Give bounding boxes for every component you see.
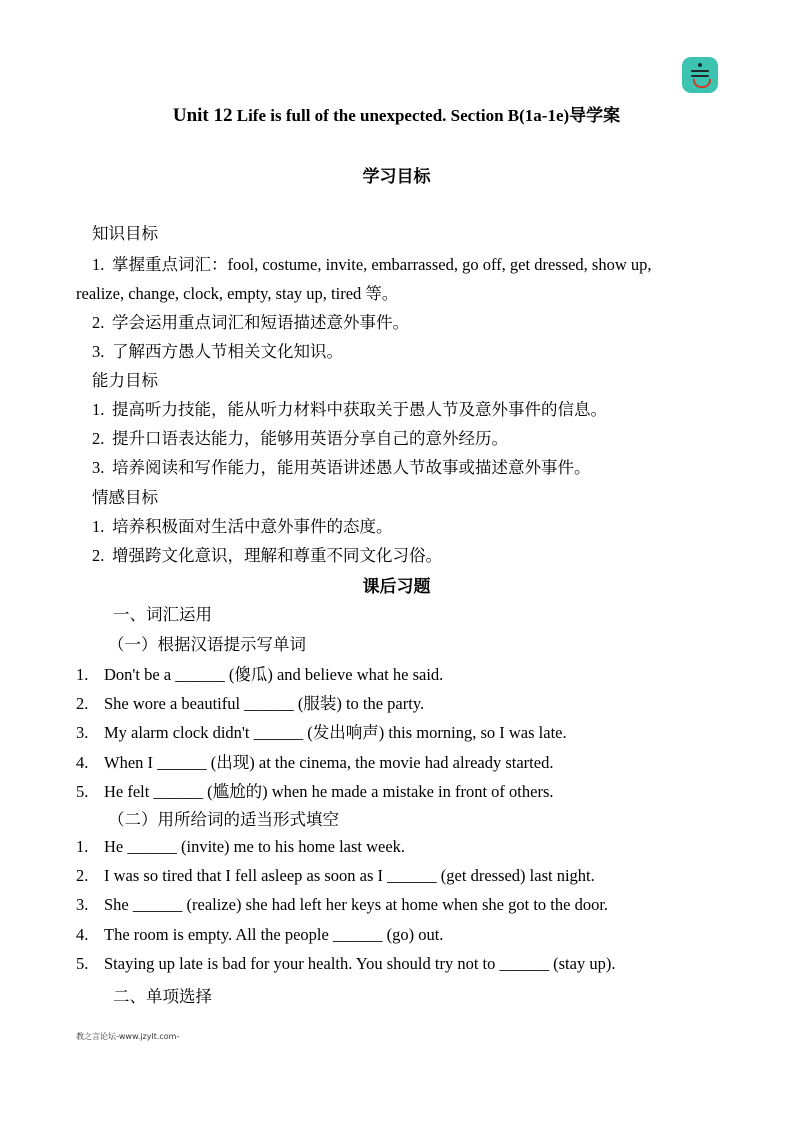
ability-item: 2. 提升口语表达能力，能够用英语分享自己的意外经历。	[92, 429, 508, 448]
question-item: 3. My alarm clock didn't ______ (发出响声) this morning, so I was late.	[76, 723, 567, 742]
part1-heading: 一、词汇运用	[113, 605, 212, 624]
exercises-heading: 课后习题	[362, 577, 431, 596]
emotion-item: 1. 培养积极面对生活中意外事件的态度。	[92, 517, 393, 536]
sub2-heading: （二）用所给词的适当形式填空	[108, 810, 339, 829]
objectives-heading: 学习目标	[362, 167, 431, 186]
emotion-label: 情感目标	[92, 488, 158, 507]
question-item: 4. When I ______ (出现) at the cinema, the movie had already started.	[76, 753, 554, 772]
question-item: 2. She wore a beautiful ______ (服装) to the party.	[76, 694, 425, 713]
part2-heading: 二、单项选择	[113, 987, 212, 1006]
brand-logo-icon	[682, 57, 718, 93]
emotion-item: 2. 增强跨文化意识，理解和尊重不同文化习俗。	[92, 546, 442, 565]
question-item: 1. Don't be a ______ (傻瓜) and believe what he said.	[76, 665, 444, 684]
page-title: Unit 12 Life is full of the unexpected. Section B(1a-1e)导学案	[172, 105, 621, 126]
knowledge-item: 3. 了解西方愚人节相关文化知识。	[92, 342, 343, 361]
knowledge-label: 知识目标	[92, 224, 158, 243]
question-item: 4. The room is empty. All the people ______ (go) out.	[76, 925, 444, 944]
knowledge-item: 1. 掌握重点词汇：fool, costume, invite, embarrassed, go off, get dressed, show up,	[92, 255, 652, 274]
knowledge-item: 2. 学会运用重点词汇和短语描述意外事件。	[92, 313, 409, 332]
ability-label: 能力目标	[92, 371, 158, 390]
question-item: 5. Staying up late is bad for your health. You should try not to ______ (stay up).	[76, 954, 616, 973]
ability-item: 1. 提高听力技能，能从听力材料中获取关于愚人节及意外事件的信息。	[92, 400, 607, 419]
ability-item: 3. 培养阅读和写作能力，能用英语讲述愚人节故事或描述意外事件。	[92, 458, 591, 477]
question-item: 2. I was so tired that I fell asleep as soon as I ______ (get dressed) last night.	[76, 866, 595, 885]
question-item: 5. He felt ______ (尴尬的) when he made a mistake in front of others.	[76, 782, 554, 801]
sub1-heading: （一）根据汉语提示写单词	[108, 635, 306, 654]
question-item: 1. He ______ (invite) me to his home last week.	[76, 837, 406, 856]
footer-text: 教之言论坛-www.jzylt.com-	[76, 1032, 180, 1041]
knowledge-item-cont: realize, change, clock, empty, stay up, tired 等。	[76, 284, 399, 303]
question-item: 3. She ______ (realize) she had left her keys at home when she got to the door.	[76, 895, 609, 914]
